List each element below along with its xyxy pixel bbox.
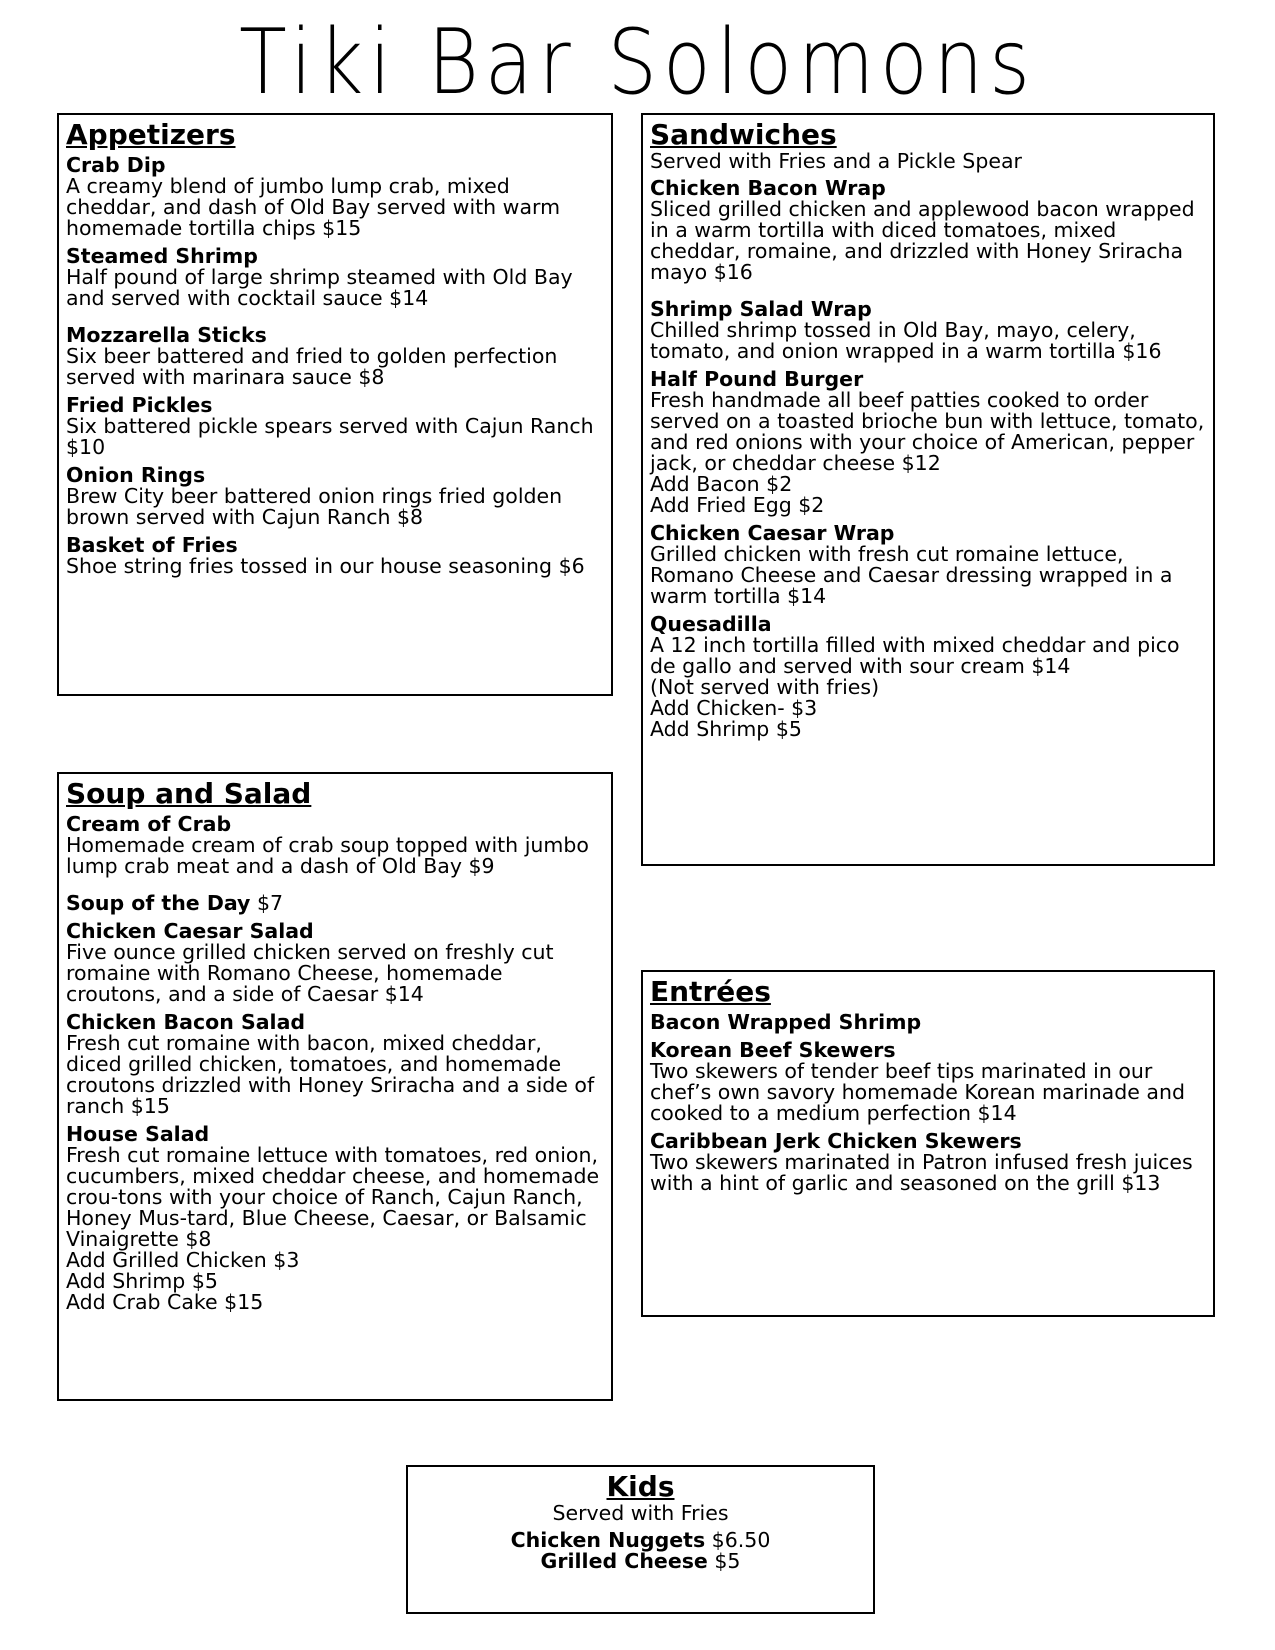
kids-subheading: Served with Fries	[552, 1501, 729, 1525]
item-description: Six battered pickle spears served with Cajun Ranch $10	[66, 414, 594, 459]
sandwiches-section	[641, 113, 1215, 866]
item-description: A 12 inch tortilla filled with mixed cheddar and pico de gallo and served with sour cream $14	[650, 633, 1180, 678]
item-description: Brew City beer battered onion rings fried golden brown served with Cajun Ranch $8	[66, 484, 563, 529]
item-name: Cream of Crab	[66, 812, 232, 836]
appetizers-heading: Appetizers	[66, 118, 236, 151]
item-description: A creamy blend of jumbo lump crab, mixed cheddar, and dash of Old Bay served with warm homemade tortilla chips $15	[66, 174, 561, 240]
menu-item	[650, 614, 1206, 740]
menu-item	[66, 893, 604, 914]
item-name: House Salad	[66, 1122, 210, 1146]
item-name: Caribbean Jerk Chicken Skewers	[650, 1129, 1022, 1153]
item-description: Shoe string fries tossed in our house seasoning $6	[66, 554, 585, 578]
item-description: Two skewers of tender beef tips marinated in our chef’s own savory homemade Korean marinade and cooked to a medium perfection $14	[650, 1059, 1185, 1125]
item-description: Two skewers marinated in Patron infused fresh juices with a hint of garlic and seasoned on the grill $13	[650, 1150, 1193, 1195]
item-addon: Add Grilled Chicken $3	[66, 1248, 300, 1272]
entrees-section	[641, 970, 1215, 1317]
menu-item	[66, 921, 604, 1005]
item-name: Fried Pickles	[66, 393, 213, 417]
appetizers-section	[57, 113, 613, 696]
item-addon: Add Fried Egg $2	[650, 493, 825, 517]
menu-item	[66, 535, 604, 577]
item-name: Onion Rings	[66, 463, 206, 487]
kids-heading: Kids	[606, 1470, 675, 1503]
item-name: Korean Beef Skewers	[650, 1038, 896, 1062]
item-description: Grilled chicken with fresh cut romaine lettuce, Romano Cheese and Caesar dressing wrapped in a warm tortilla $14	[650, 542, 1173, 608]
menu-item	[66, 1124, 604, 1313]
menu-item	[66, 465, 604, 528]
item-note: (Not served with fries)	[650, 675, 880, 699]
item-description: Fresh handmade all beef patties cooked to order served on a toasted brioche bun with lettuce, tomato, and red onions with your choice of American, pepper jack, or cheddar cheese $12	[650, 388, 1205, 475]
item-name: Crab Dip	[66, 153, 166, 177]
item-name: Grilled Cheese	[540, 1549, 708, 1573]
menu-item	[650, 523, 1206, 607]
menu-item	[66, 814, 604, 877]
item-name: Chicken Caesar Salad	[66, 919, 314, 943]
menu-title: Tiki Bar Solomons	[239, 11, 1036, 115]
soup-salad-section	[57, 772, 613, 1401]
item-name: Chicken Bacon Salad	[66, 1010, 306, 1034]
menu-item	[650, 299, 1206, 362]
menu-item	[66, 155, 604, 239]
item-name: Basket of Fries	[66, 533, 238, 557]
menu-item	[66, 1012, 604, 1117]
kids-section	[406, 1465, 875, 1614]
sandwiches-subheading: Served with Fries and a Pickle Spear	[650, 149, 1022, 173]
item-name: Chicken Bacon Wrap	[650, 176, 886, 200]
item-description: Six beer battered and fried to golden perfection served with marinara sauce $8	[66, 344, 558, 389]
entrees-heading: Entrées	[650, 975, 771, 1008]
item-name: Quesadilla	[650, 612, 772, 636]
menu-item	[66, 395, 604, 458]
menu-item	[415, 1551, 866, 1572]
item-name: Bacon Wrapped Shrimp	[650, 1010, 922, 1034]
menu-item	[66, 325, 604, 388]
item-addon: Add Chicken- $3	[650, 696, 818, 720]
item-name: Soup of the Day	[66, 891, 251, 915]
menu-item	[66, 246, 604, 309]
item-price: $7	[250, 891, 284, 915]
item-description: Chilled shrimp tossed in Old Bay, mayo, celery, tomato, and onion wrapped in a warm tortilla $16	[650, 318, 1162, 363]
item-price: $6.50	[705, 1528, 771, 1552]
item-description: Fresh cut romaine lettuce with tomatoes, red onion, cucumbers, mixed cheddar cheese, and homemade crou-tons with your choice of Ranch, Cajun Ranch, Honey Mus-tard, Blue Cheese, Caesar, or Balsamic Vinaigrette $8	[66, 1143, 600, 1251]
menu-item	[650, 178, 1206, 283]
item-name: Chicken Nuggets	[510, 1528, 706, 1552]
soup-salad-heading: Soup and Salad	[66, 777, 312, 810]
menu-item	[415, 1530, 866, 1551]
item-addon: Add Crab Cake $15	[66, 1290, 264, 1314]
item-name: Steamed Shrimp	[66, 244, 258, 268]
item-description: Five ounce grilled chicken served on freshly cut romaine with Romano Cheese, homemade croutons, and a side of Caesar $14	[66, 940, 554, 1006]
item-description: Half pound of large shrimp steamed with Old Bay and served with cocktail sauce $14	[66, 265, 573, 310]
item-name: Shrimp Salad Wrap	[650, 297, 872, 321]
item-name: Mozzarella Sticks	[66, 323, 267, 347]
menu-item	[650, 1012, 1206, 1033]
sandwiches-heading: Sandwiches	[650, 118, 837, 151]
item-addon: Add Shrimp $5	[650, 717, 802, 741]
item-addon: Add Bacon $2	[650, 472, 793, 496]
item-description: Sliced grilled chicken and applewood bacon wrapped in a warm tortilla with diced tomatoes, mixed cheddar, romaine, and drizzled with Honey Sriracha mayo $16	[650, 197, 1195, 284]
item-description: Fresh cut romaine with bacon, mixed cheddar, diced grilled chicken, tomatoes, and homemade croutons drizzled with Honey Sriracha and a side of ranch $15	[66, 1031, 595, 1118]
item-addon: Add Shrimp $5	[66, 1269, 218, 1293]
menu-item	[650, 1131, 1206, 1194]
item-name: Half Pound Burger	[650, 367, 864, 391]
item-name: Chicken Caesar Wrap	[650, 521, 895, 545]
menu-item	[650, 1040, 1206, 1124]
item-description: Homemade cream of crab soup topped with jumbo lump crab meat and a dash of Old Bay $9	[66, 833, 589, 878]
item-price: $5	[707, 1549, 741, 1573]
menu-item	[650, 369, 1206, 516]
